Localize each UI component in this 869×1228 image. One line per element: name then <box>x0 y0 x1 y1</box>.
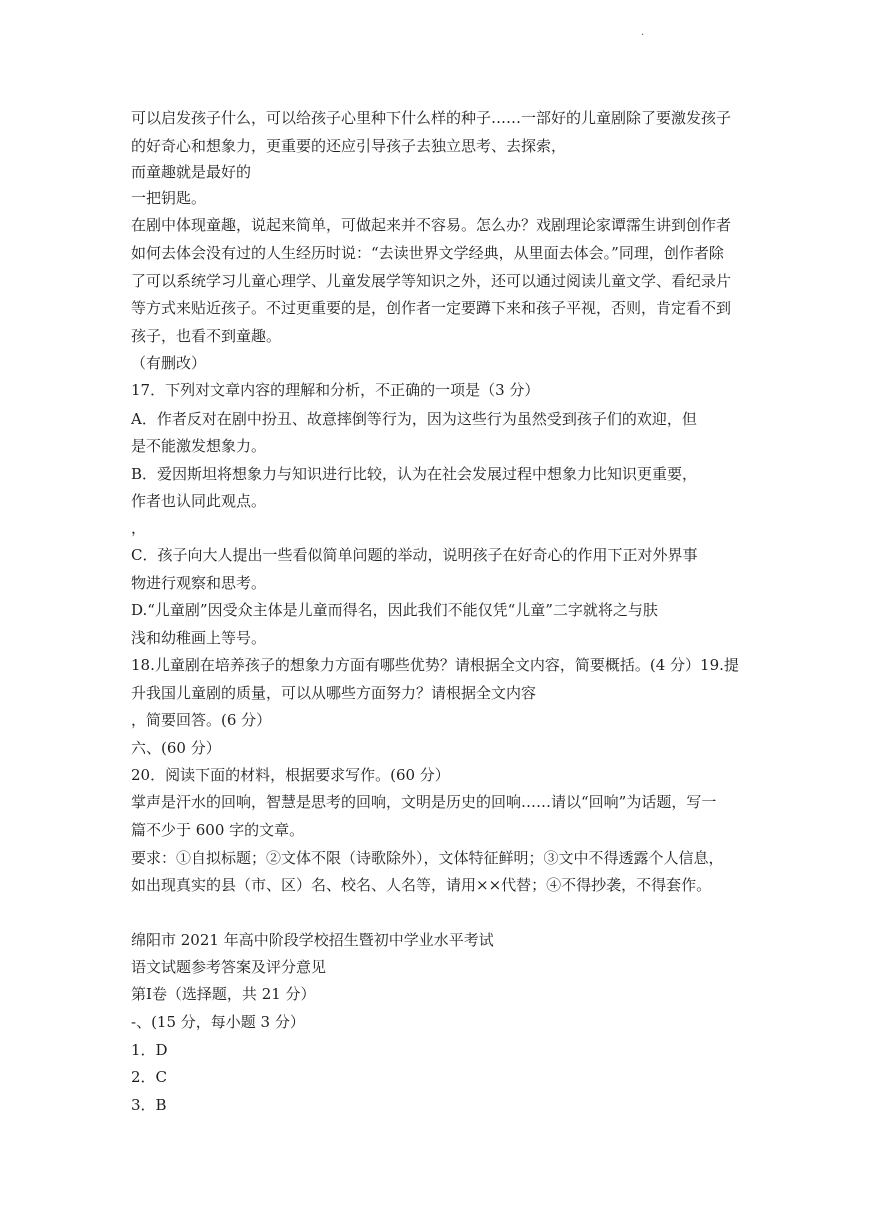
option-c: C．孩子向大人提出一些看似简单问题的举动，说明孩子在好奇心的作用下正对外界事 <box>131 546 698 564</box>
option-d-cont: 浅和幼稚画上等号。 <box>131 629 267 647</box>
header-mark: · <box>641 30 645 41</box>
option-b-cont: 作者也认同此观点。 <box>131 492 267 510</box>
answer-key-subtitle: 语文试题参考答案及评分意见 <box>131 958 327 976</box>
answer-item: 1．D <box>131 1041 168 1059</box>
writing-prompt-cont: 篇不少于 600 字的文章。 <box>131 821 305 839</box>
part-1-heading: 第Ⅰ卷（选择题，共 21 分） <box>131 985 316 1003</box>
writing-requirements: 要求：①自拟标题；②文体不限（诗歌除外），文体特征鲜明；③文中不得透露个人信息， <box>131 849 724 867</box>
text-line: （有删改） <box>131 354 207 372</box>
question-20: 20．阅读下面的材料，根据要求写作。(60 分） <box>131 766 450 784</box>
stray-comma: ， <box>131 519 147 537</box>
question-19-cont: ，简要回答。(6 分） <box>131 711 272 729</box>
answer-key-title: 绵阳市 2021 年高中阶段学校招生暨初中学业水平考试 <box>131 931 494 949</box>
text-line: 而童趣就是最好的 <box>131 163 252 181</box>
option-d: D.“儿童剧”因受众主体是儿童而得名，因此我们不能仅凭“儿童”二字就将之与肤 <box>131 601 658 619</box>
text-line: 如何去体会没有过的人生经历时说：“去读世界文学经典，从里面去体会。”同理，创作者除 <box>131 244 724 262</box>
section-6-heading: 六、(60 分） <box>131 739 221 757</box>
answer-item: 3．B <box>131 1096 167 1114</box>
text-line: 了可以系统学习儿童心理学、儿童发展学等知识之外，还可以通过阅读儿童文学、看纪录片 <box>131 272 732 290</box>
text-line: 孩子，也看不到童趣。 <box>131 327 282 345</box>
text-line: 可以启发孩子什么，可以给孩子心里种下什么样的种子……一部好的儿童剧除了要激发孩子 <box>131 109 732 127</box>
text-line: 等方式来贴近孩子。不过更重要的是，创作者一定要蹲下来和孩子平视，否则，肯定看不到 <box>131 299 732 317</box>
option-a: A．作者反对在剧中扮丑、故意摔倒等行为，因为这些行为虽然受到孩子们的欢迎，但 <box>131 410 697 428</box>
section-1-heading: -、(15 分，每小题 3 分） <box>131 1013 305 1031</box>
question-18: 18.儿童剧在培养孩子的想象力方面有哪些优势？请根据全文内容，简要概括。(4 分）19.提 <box>131 656 739 674</box>
writing-prompt: 掌声是汗水的回响，智慧是思考的回响，文明是历史的回响……请以“回响”为话题，写一 <box>131 793 717 811</box>
text-line: 一把钥匙。 <box>131 189 207 207</box>
option-a-cont: 是不能激发想象力。 <box>131 437 267 455</box>
question-19: 升我国儿童剧的质量，可以从哪些方面努力？请根据全文内容 <box>131 684 537 702</box>
text-line: 在剧中体现童趣，说起来简单，可做起来并不容易。怎么办？戏剧理论家谭霈生讲到创作者 <box>131 216 732 234</box>
text-line: 的好奇心和想象力，更重要的还应引导孩子去独立思考、去探索， <box>131 137 567 155</box>
question-17: 17．下列对文章内容的理解和分析，不正确的一项是（3 分） <box>131 381 540 399</box>
option-c-cont: 物进行观察和思考。 <box>131 574 267 592</box>
option-b: B．爱因斯坦将想象力与知识进行比较，认为在社会发展过程中想象力比知识更重要， <box>131 465 698 483</box>
answer-item: 2．C <box>131 1068 168 1086</box>
writing-requirements-cont: 如出现真实的县（市、区）名、校名、人名等，请用××代替；④不得抄袭，不得套作。 <box>131 876 712 894</box>
